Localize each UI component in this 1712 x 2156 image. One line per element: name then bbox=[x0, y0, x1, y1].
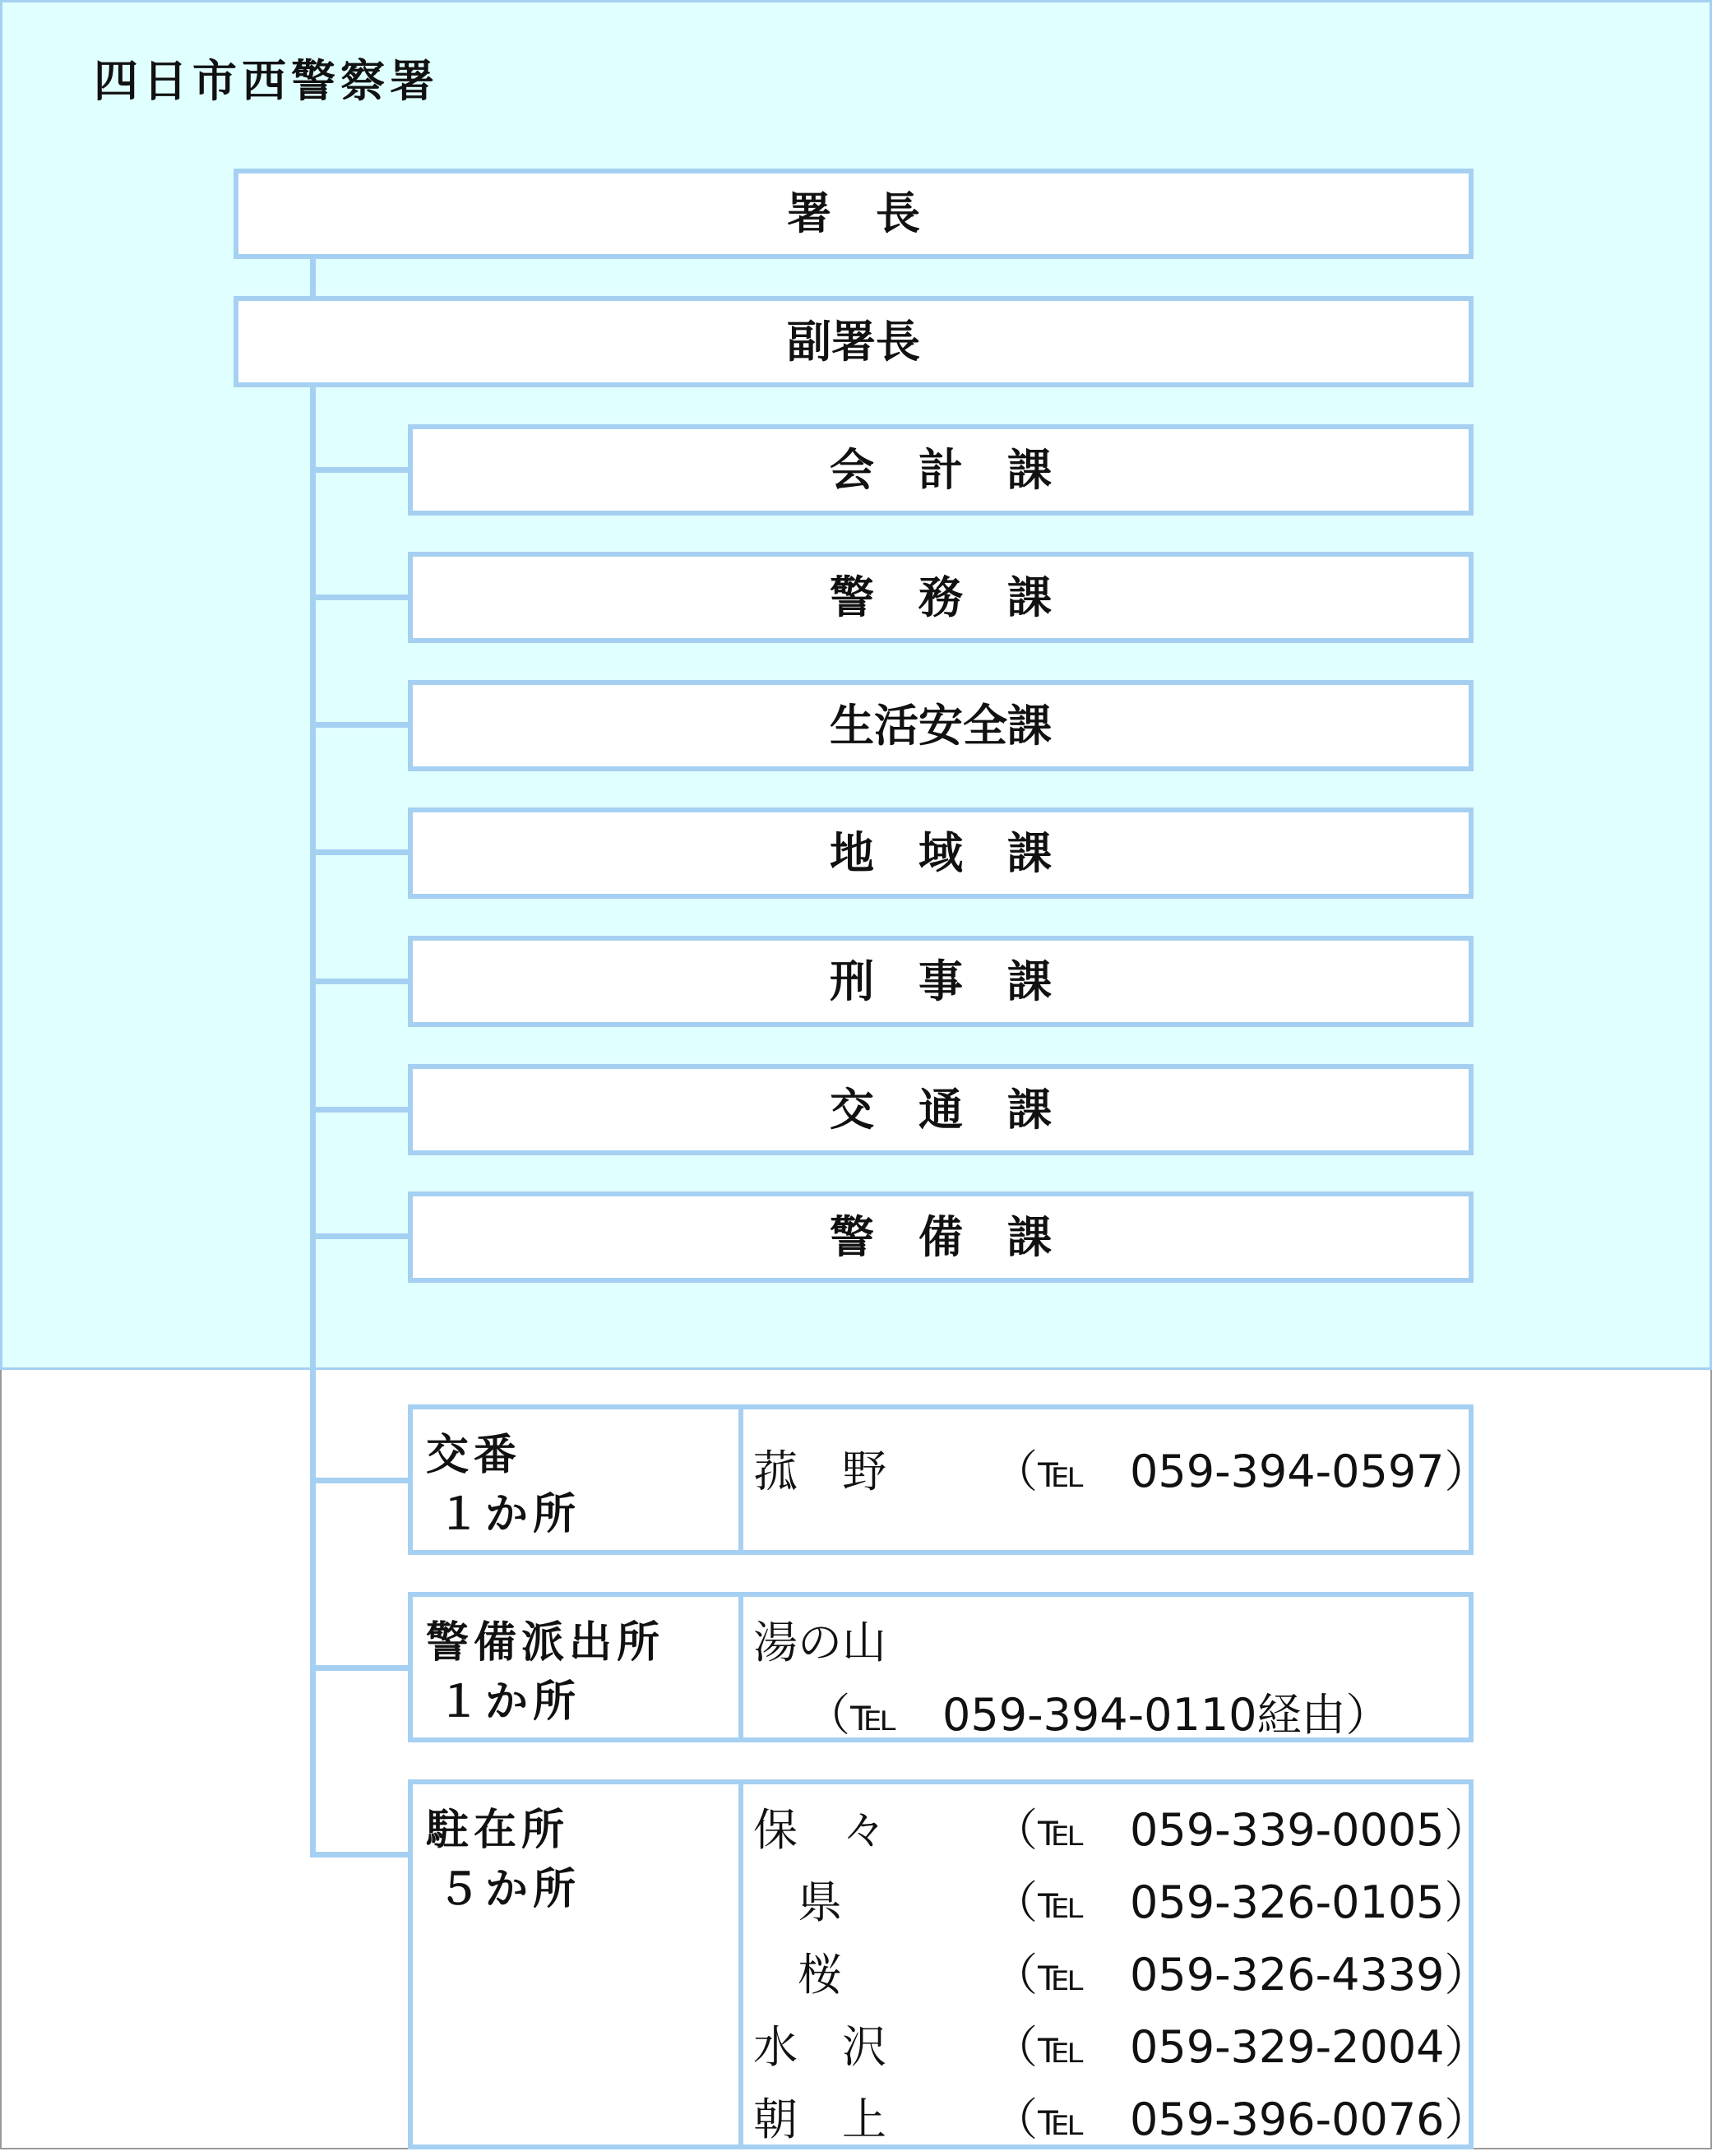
section-box bbox=[408, 680, 1474, 771]
residential-info-cell bbox=[743, 1784, 1489, 2145]
police-box-kind: 警備派出所 bbox=[426, 1618, 665, 1668]
section-box bbox=[408, 424, 1474, 516]
koban-count: １か所 bbox=[437, 1490, 581, 1539]
police-box-tel: （℡ 059-394-0110経由） bbox=[806, 1689, 1390, 1741]
residential-entry bbox=[753, 2011, 1489, 2084]
residential-kind-cell bbox=[413, 1784, 743, 2144]
residential-tel: （℡ 059-326-0105） bbox=[993, 1876, 1489, 1928]
residential-entry bbox=[753, 2084, 1489, 2156]
residential-tel: （℡ 059-339-0005） bbox=[993, 1804, 1489, 1856]
diagram-title: 四日市西警察署 bbox=[94, 55, 439, 107]
chief-box bbox=[234, 169, 1474, 259]
connector-branch-security bbox=[310, 1233, 409, 1239]
section-label: 会 計 課 bbox=[830, 443, 1052, 496]
connector-branch-general-affairs bbox=[310, 595, 409, 600]
section-label: 刑 事 課 bbox=[830, 955, 1052, 1007]
connector-branch-koban bbox=[310, 1478, 409, 1483]
residential-place: 県 bbox=[753, 1876, 842, 1928]
section-box bbox=[408, 1191, 1474, 1283]
residential-posts-box bbox=[408, 1779, 1489, 2149]
koban-entry bbox=[753, 1436, 1489, 1508]
residential-place: 朝 上 bbox=[753, 2094, 886, 2145]
residential-tel: （℡ 059-329-2004） bbox=[993, 2021, 1489, 2073]
connector-branch-residential bbox=[310, 1852, 409, 1858]
section-label: 警 務 課 bbox=[830, 571, 1052, 623]
section-box bbox=[408, 936, 1474, 1027]
residential-tel: （℡ 059-396-0076） bbox=[993, 2094, 1489, 2145]
police-box-info-cell bbox=[743, 1597, 1469, 1741]
connector-chief-deputy bbox=[310, 257, 316, 298]
koban-tel: （℡ 059-394-0597） bbox=[993, 1446, 1489, 1497]
residential-kind: 駐在所 bbox=[426, 1806, 570, 1855]
connector-branch-accounting bbox=[310, 467, 409, 473]
residential-place: 保 々 bbox=[753, 1804, 886, 1856]
koban-kind-cell bbox=[413, 1409, 743, 1550]
section-label: 警 備 課 bbox=[830, 1210, 1052, 1263]
police-box-box bbox=[408, 1592, 1474, 1742]
connector-branch-community bbox=[310, 849, 409, 855]
connector-branch-police-box bbox=[310, 1665, 409, 1671]
residential-entry bbox=[753, 1794, 1489, 1867]
police-box-place: 湯の山 bbox=[753, 1617, 886, 1668]
residential-place: 水 沢 bbox=[753, 2021, 886, 2073]
connector-branch-traffic bbox=[310, 1107, 409, 1113]
koban-box bbox=[408, 1404, 1489, 1555]
section-label: 交 通 課 bbox=[830, 1083, 1052, 1136]
koban-kind: 交番 bbox=[426, 1431, 522, 1480]
koban-info-cell bbox=[743, 1409, 1489, 1550]
residential-entry bbox=[753, 1939, 1489, 2011]
section-box bbox=[408, 552, 1474, 643]
section-box bbox=[408, 1064, 1474, 1155]
deputy-label: 副署長 bbox=[787, 315, 920, 368]
section-box bbox=[408, 807, 1474, 899]
chief-label: 署 長 bbox=[787, 187, 920, 239]
connector-branch-criminal bbox=[310, 979, 409, 984]
police-box-count: １か所 bbox=[437, 1677, 581, 1727]
police-box-kind-cell bbox=[413, 1597, 743, 1737]
residential-entry bbox=[753, 1867, 1489, 1939]
connector-branch-community-safety bbox=[310, 722, 409, 728]
section-label: 地 域 課 bbox=[830, 826, 1052, 879]
residential-count: ５か所 bbox=[437, 1865, 581, 1914]
section-label: 生活安全課 bbox=[830, 699, 1052, 752]
residential-tel: （℡ 059-326-4339） bbox=[993, 1949, 1489, 2001]
residential-place: 桜 bbox=[753, 1949, 842, 2001]
koban-place: 菰 野 bbox=[753, 1446, 886, 1497]
deputy-box bbox=[234, 296, 1474, 387]
connector-trunk bbox=[310, 385, 316, 1858]
